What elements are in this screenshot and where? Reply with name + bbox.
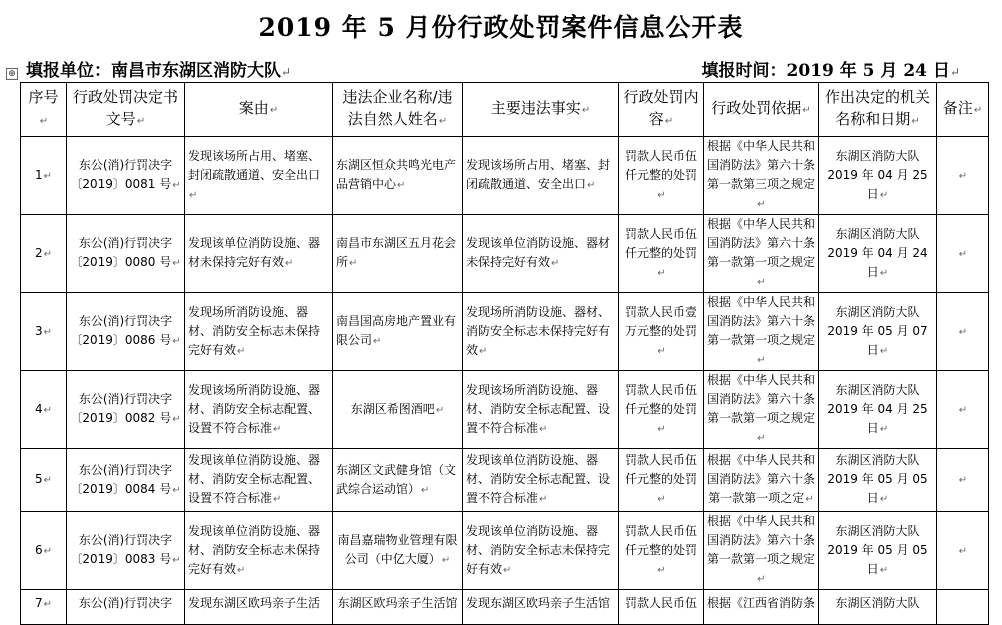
cell-doc-no: 东公(消)行罚决字〔2019〕0081 号↵ [67, 137, 185, 215]
cell-content: 罚款人民币伍仟元整的处罚↵ [619, 137, 704, 215]
cell-doc-no: 东公(消)行罚决字 [67, 590, 185, 625]
cell-content: 罚款人民币伍仟元整的处罚↵ [619, 371, 704, 449]
table-row [21, 215, 989, 293]
table-move-handle-icon[interactable]: ⊕ [6, 68, 18, 80]
cell-cause: 发现场所消防设施、器材、消防安全标志未保持完好有效↵ [185, 293, 333, 371]
cell-doc-no: 东公(消)行罚决字〔2019〕0083 号↵ [67, 512, 185, 590]
cell-org-date: 东湖区消防大队 2019 年 05 月 07 日↵ [819, 293, 937, 371]
cell-cause: 发现该单位消防设施、器材、消防安全标志未保持完好有效↵ [185, 512, 333, 590]
cell-cause: 发现该单位消防设施、器材未保持完好有效↵ [185, 215, 333, 293]
header-facts: 主要违法事实↵ [463, 83, 619, 137]
header-doc-no: 行政处罚决定书文号↵ [67, 83, 185, 137]
cell-remark: ↵ [937, 215, 989, 293]
cell-facts: 发现该场所占用、堵塞、封闭疏散通道、安全出口↵ [463, 137, 619, 215]
cell-remark: ↵ [937, 293, 989, 371]
cell-facts: 发现该场所消防设施、器材、消防安全标志配置、设置不符合标准↵ [463, 371, 619, 449]
cell-facts: 发现该单位消防设施、器材、消防安全标志未保持完好有效↵ [463, 512, 619, 590]
header-remark: 备注↵ [937, 83, 989, 137]
cell-party: 南昌国高房地产置业有限公司↵ [333, 293, 463, 371]
cell-seq: 5↵ [21, 449, 67, 512]
cell-org-date: 东湖区消防大队 2019 年 04 月 25 日↵ [819, 137, 937, 215]
table-row [21, 512, 989, 590]
table-row [21, 137, 989, 215]
cell-remark [937, 590, 989, 625]
document-title: 2019 年 5 月份行政处罚案件信息公开表 [258, 13, 744, 42]
cell-seq: 7↵ [21, 590, 67, 625]
cell-doc-no: 东公(消)行罚决字〔2019〕0084 号↵ [67, 449, 185, 512]
cell-org-date: 东湖区消防大队 2019 年 04 月 24 日↵ [819, 215, 937, 293]
cell-basis: 根据《江西省消防条 [704, 590, 819, 625]
cell-basis: 根据《中华人民共和国消防法》第六十条第一款第三项之规定↵ [704, 137, 819, 215]
cell-cause: 发现该场所消防设施、器材、消防安全标志配置、设置不符合标准↵ [185, 371, 333, 449]
filler-time: 填报时间：2019 年 5 月 24 日↵ [701, 61, 960, 81]
cell-basis: 根据《中华人民共和国消防法》第六十条第一款第一项之规定↵ [704, 293, 819, 371]
cell-cause: 发现该场所占用、堵塞、封闭疏散通道、安全出口↵ [185, 137, 333, 215]
table-row [21, 293, 989, 371]
cell-seq: 3↵ [21, 293, 67, 371]
cell-remark: ↵ [937, 371, 989, 449]
header-basis: 行政处罚依据↵ [704, 83, 819, 137]
cell-cause: 发现东湖区欧玛亲子生活 [185, 590, 333, 625]
cell-basis: 根据《中华人民共和国消防法》第六十条第一款第一项之规定↵ [704, 512, 819, 590]
cell-party: 东湖区恒众共鸣光电产品营销中心↵ [333, 137, 463, 215]
cell-seq: 2↵ [21, 215, 67, 293]
header-cause: 案由↵ [185, 83, 333, 137]
cell-org-date: 东湖区消防大队 2019 年 05 月 05 日↵ [819, 449, 937, 512]
cell-content: 罚款人民币伍仟元整的处罚↵ [619, 215, 704, 293]
cell-org-date: 东湖区消防大队 2019 年 05 月 05 日↵ [819, 512, 937, 590]
cell-seq: 6↵ [21, 512, 67, 590]
cell-basis: 根据《中华人民共和国消防法》第六十条第一款第一项之规定↵ [704, 371, 819, 449]
cell-facts: 发现该单位消防设施、器材未保持完好有效↵ [463, 215, 619, 293]
cell-content: 罚款人民币伍 [619, 590, 704, 625]
cell-party: 东湖区文武健身馆（文武综合运动馆）↵ [333, 449, 463, 512]
cell-party: 东湖区欧玛亲子生活馆 [333, 590, 463, 625]
table-header-row [21, 83, 989, 137]
header-org-date: 作出决定的机关名称和日期↵ [819, 83, 937, 137]
cell-facts: 发现该单位消防设施、器材、消防安全标志配置、设置不符合标准↵ [463, 449, 619, 512]
cell-basis: 根据《中华人民共和国消防法》第六十条第一款第一项之规定↵ [704, 215, 819, 293]
header-seq: 序号↵ [21, 83, 67, 137]
cell-cause: 发现该单位消防设施、器材、消防安全标志配置、设置不符合标准↵ [185, 449, 333, 512]
table-row [21, 590, 989, 625]
cell-seq: 1↵ [21, 137, 67, 215]
cell-seq: 4↵ [21, 371, 67, 449]
cell-content: 罚款人民币壹万元整的处罚↵ [619, 293, 704, 371]
cell-remark: ↵ [937, 137, 989, 215]
filler-info [26, 56, 982, 80]
filler-unit: 填报单位：南昌市东湖区消防大队↵ [26, 61, 292, 81]
cell-doc-no: 东公(消)行罚决字〔2019〕0082 号↵ [67, 371, 185, 449]
cell-party: 南昌嘉瑞物业管理有限公司（中亿大厦）↵ [333, 512, 463, 590]
table-row [21, 371, 989, 449]
cell-doc-no: 东公(消)行罚决字〔2019〕0086 号↵ [67, 293, 185, 371]
cell-org-date: 东湖区消防大队 [819, 590, 937, 625]
header-content: 行政处罚内容↵ [619, 83, 704, 137]
header-party: 违法企业名称/违法自然人姓名↵ [333, 83, 463, 137]
cell-content: 罚款人民币伍仟元整的处罚↵ [619, 449, 704, 512]
cell-org-date: 东湖区消防大队 2019 年 04 月 25 日↵ [819, 371, 937, 449]
cell-facts: 发现场所消防设施、器材、消防安全标志未保持完好有效↵ [463, 293, 619, 371]
cell-doc-no: 东公(消)行罚决字〔2019〕0080 号↵ [67, 215, 185, 293]
cell-party: 东湖区希图酒吧↵ [333, 371, 463, 449]
cell-basis: 根据《中华人民共和国消防法》第六十条第一款第一项之定↵ [704, 449, 819, 512]
cell-party: 南昌市东湖区五月花会所↵ [333, 215, 463, 293]
cell-facts: 发现东湖区欧玛亲子生活馆 [463, 590, 619, 625]
penalty-table [20, 82, 989, 625]
cell-remark: ↵ [937, 512, 989, 590]
cell-remark: ↵ [937, 449, 989, 512]
table-row [21, 449, 989, 512]
cell-content: 罚款人民币伍仟元整的处罚↵ [619, 512, 704, 590]
